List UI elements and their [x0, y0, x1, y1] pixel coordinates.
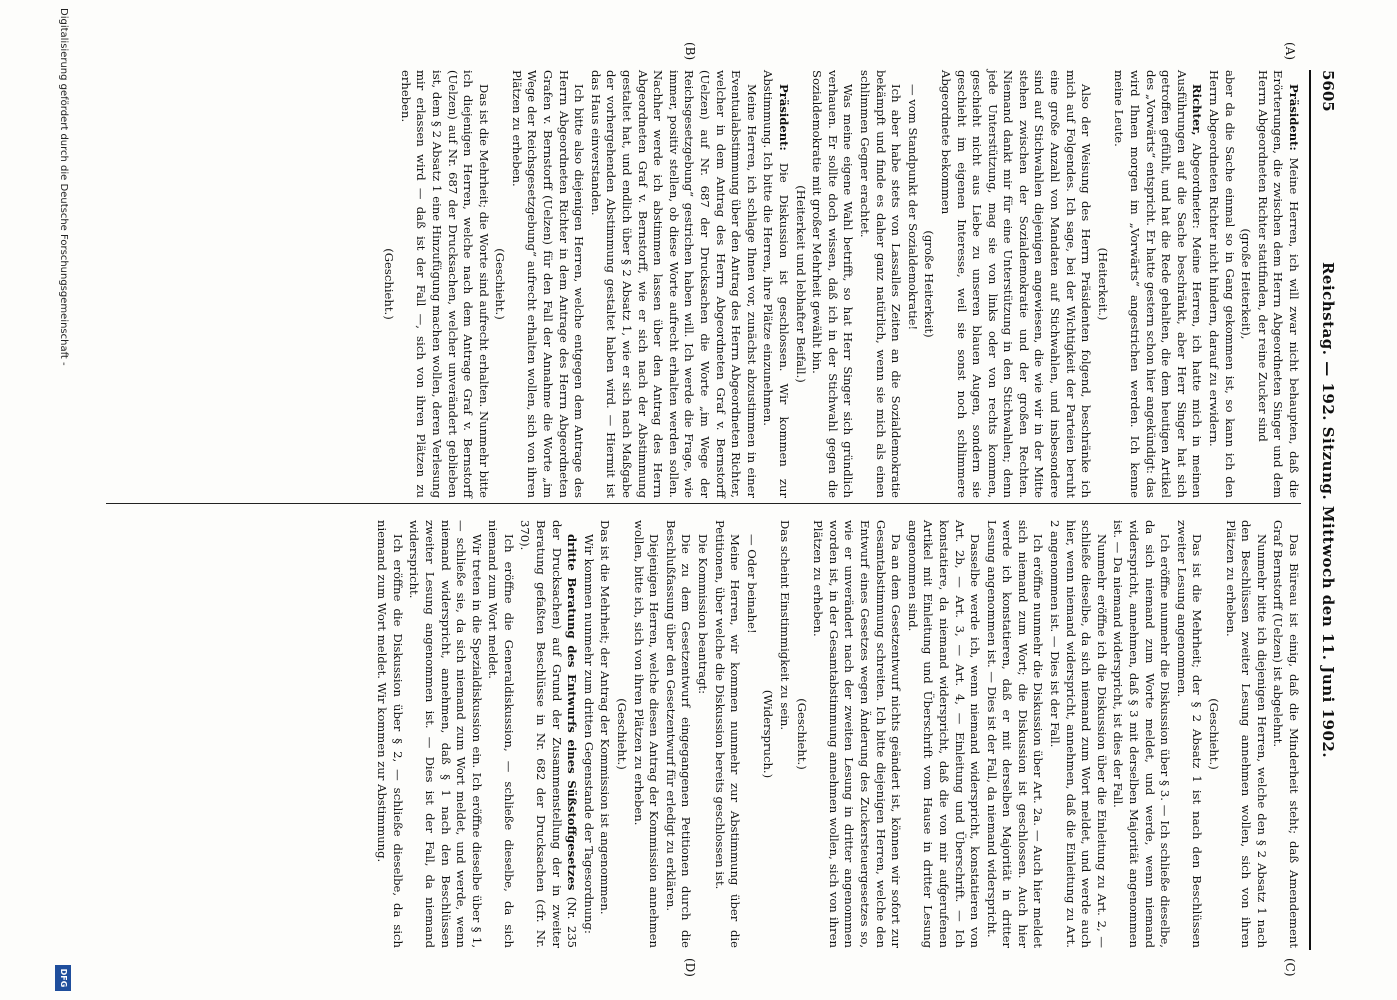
- paragraph: Ich eröffne die Generaldiskussion, — schließe dieselbe, da sich niemand zum Wort meldet.: [486, 520, 516, 948]
- paragraph: Nunmehr eröffne ich die Diskussion über die Einleitung zu Art. 2, — schließe dieselbe, da sich niemand zum Wort meldet, und werde auch hier, wenn niemand widerspricht, annehmen, daß die Einleitung zu Art. 2 angenommen ist. — Dies ist der Fall.: [1048, 520, 1109, 948]
- paragraph: Ich aber habe stets von Lassalles Zeiten an die Sozialdemokratie bekämpft und finde es daher ganz natürlich, wenn sie mich als einen schlimmen Gegner erachtet.: [857, 70, 904, 498]
- paragraph: Die Kommission beantragt:: [696, 534, 711, 695]
- paragraph: Wir kommen nunmehr zum dritten Gegenstande der Tagesordnung:: [581, 534, 596, 934]
- paragraph: Nunmehr bitte ich diejenigen Herren, welche den § 2 Absatz 1 nach den Beschlüssen zweiter Lesung annehmen wollen, sich von ihren Plätzen zu erheben.: [1223, 520, 1269, 948]
- paragraph: Dasselbe werde ich, wenn niemand widerspricht, konstatieren von Art. 2b, — Art. 3, — Art. 4, — Einleitung und Überschrift. — Ich konstatiere, da niemand widerspricht, daß die von mir aufgerufenen Artikel mit Einleitung und Überschrift vom Hause in dritter Lesung angenommen sind.: [905, 520, 983, 948]
- paragraph: Meine Herren, wir kommen nunmehr zur Abstimmung über die Petitionen, über welche die Diskussion bereits geschlossen ist.: [712, 520, 743, 948]
- paragraph: Das scheint Einstimmigkeit zu sein.: [778, 520, 792, 731]
- speaker-name: Präsident:: [777, 84, 791, 151]
- stage-direction: (Geschieht.): [382, 248, 397, 320]
- dfg-logo: DFG: [55, 965, 71, 991]
- paragraph: Ich eröffne die Diskussion über § 2, — schließe dieselbe, da sich niemand zum Wort meldet. Wir kommen zur Abstimmung.: [375, 520, 405, 948]
- paragraph: Ich eröffne nunmehr die Diskussion über § 3. — Ich schließe dieselbe, da sich niemand zum Worte meldet, und werde, wenn niemand widerspricht, annehmen, daß § 3 mit derselben Majorität angenommen ist. — Da niemand widerspricht, ist dies der Fall.: [1111, 520, 1173, 948]
- paragraph: — vom Standpunkt der Sozialdemokratie!: [905, 84, 920, 331]
- speaker-name: Präsident:: [1287, 84, 1301, 151]
- paragraph: Die zu dem Gesetzentwurf eingegangenen Petitionen durch die Beschlußfassung über den Gesetzentwurf für erledigt zu erklären.: [663, 520, 694, 948]
- header-title: Reichstag. — 192. Sitzung. Mittwoch den 11. Juni 1902.: [1319, 261, 1337, 759]
- paragraph: Präsident: Die Diskussion ist geschlossen. Wir kommen zur Abstimmung. Ich bitte die Herren, ihre Plätze einzunehmen.: [761, 70, 791, 498]
- page-header: [1311, 70, 1337, 950]
- stage-direction: (Heiterkeit.): [1095, 247, 1110, 321]
- paragraph: Das ist die Mehrheit; der § 2 Absatz 1 ist nach den Beschlüssen zweiter Lesung angenommen.: [1174, 520, 1205, 948]
- paragraph: Was meine eigene Wahl betrifft, so hat Herr Singer sich gründlich verhauen. Er sollte doch wissen, daß ich in der Stichwahl gegen die Sozialdemokratie mit großer Mehrheit gewählt bin.: [810, 70, 856, 498]
- paragraph: aber da die Sache einmal so in Gang gekommen ist, so kann ich den Herrn Abgeordneten Richter nicht hindern, darauf zu erwidern.: [1207, 70, 1237, 498]
- speaker-name: Richter,: [1190, 84, 1205, 136]
- paragraph: Da an dem Gesetzentwurf nichts geändert ist, können wir sofort zur Gesamtabstimmung schreiten. Ich bitte diejenigen Herren, welche den Entwurf eines Gesetzes wegen Änderung des Zuckersteuergesetzes so, wie er unverändert nach der zweiten Lesung in dritter angenommen worden ist, in der Gesamtabstimmung annehmen wollen, sich von ihren Plätzen zu erheben.: [811, 520, 904, 948]
- footer-credit-text: Digitalisierung gefördert durch die Deutsche Forschungsgemeinschaft -: [58, 8, 69, 366]
- stage-direction: (große Heiterkeit),: [1239, 228, 1254, 340]
- page-number: 5605: [1319, 70, 1337, 112]
- paragraph: Ich eröffne nunmehr die Diskussion über Art. 2a. — Auch hier meldet sich niemand zum Wort; die Diskussion ist geschlossen. Auch hier werde ich konstatieren, daß er mit derselben Majorität in dritter Lesung angenommen ist. — Dies ist der Fall, da niemand widerspricht.: [984, 520, 1046, 948]
- stage-direction: (Geschieht.): [1207, 698, 1222, 770]
- paragraph: Also der Weisung des Herrn Präsidenten folgend, beschränke ich mich auf Folgendes. Ich sage, bei der Wichtigkeit der Parteien beruht eine große Anzahl von Mandaten auf Stichwahlen, und insbesondere sind auf Stichwahlen diejenigen angewiesen, die wie wir in der Mitte stehen zwischen der Sozialdemokratie und der großen Rechten. Niemand dankt mir für eine Unterstützung in den Stichwahlen; denn jede Unterstützung, mag sie von links oder von rechts kommen, geschieht nicht aus Liebe zu unseren blauen Augen, sondern sie geschieht im eigenen Interesse, weil sie sonst noch schlimmere Abgeordnete bekommen: [938, 70, 1094, 498]
- paragraph: Präsident: Meine Herren, ich will zwar nicht behaupten, daß die Erörterungen, die zwischen dem Herrn Abgeordneten Singer und dem Herrn Abgeordneten Richter stattfinden, der reine Zucker sind: [1255, 70, 1301, 499]
- stage-direction: (Geschieht.): [615, 698, 630, 770]
- paragraph: Diejenigen Herren, welche diesen Antrag der Kommission annehmen wollen, bitte ich, sich von ihren Plätzen zu erheben.: [631, 520, 662, 948]
- right-column: [373, 520, 1301, 948]
- paragraph: Das ist die Mehrheit; der Antrag der Kommission ist angenommen.: [598, 520, 613, 915]
- header-rule: [1309, 70, 1311, 950]
- paragraph: Meine Herren, ich schlage Ihnen vor, zunächst abzustimmen in einer Eventualabstimmung über den Antrag des Herrn Abgeordneten Richter, welcher in dem Antrag des Herrn Abgeordneten Graf v. Bernstorff (Uelzen) auf Nr. 687 der Drucksachen die Worte „im Wege der Reichsgesetzgebung“ gestrichen haben will. Ich werde die Frage, wie immer, positiv stellen, ob diese Worte aufrecht erhalten werden sollen. Nachher werde ich abstimmen lassen über den Antrag des Herrn Abgeordneten Graf v. Bernstorff, wie er sich nach der Abstimmung gestaltet hat, und endlich über § 2 Absatz 1, wie er sich nach Maßgabe der vorhergehenden Abstimmung gestaltet haben wird. — Hiermit ist das Haus einverstanden.: [588, 70, 759, 498]
- margin-marker-b: (B): [683, 42, 697, 61]
- stage-direction: (Widerspruch.): [761, 689, 776, 779]
- footer-credit: [47, 0, 73, 1000]
- column-divider: [106, 503, 1301, 504]
- paragraph: — Oder beinahe!: [744, 534, 759, 634]
- margin-marker-a: (A): [1283, 42, 1297, 61]
- stage-direction: (Heiterkeit und lebhafter Beifall.): [793, 185, 808, 383]
- agenda-item-title: dritte Beratung des Entwurfs eines Süßstoffgesetzes: [565, 534, 580, 891]
- stage-direction: (Geschieht.): [794, 698, 809, 770]
- margin-marker-d: (D): [683, 958, 697, 977]
- paragraph: Das Büreau ist einig, daß die Minderheit steht; daß Amendement Graf Bernstorff (Uelzen) ist abgelehnt.: [1271, 520, 1301, 948]
- stage-direction: (große Heiterkeit): [922, 230, 937, 338]
- paragraph: dritte Beratung des Entwurfs eines Süßstoffgesetzes (Nr. 235 der Drucksachen) auf Grund der Zusammenstellung der in zweiter Beratung gefaßten Beschlüsse in Nr. 682 der Drucksachen (cfr. Nr. 370).: [518, 520, 580, 948]
- left-column: [380, 70, 1301, 498]
- paragraph: Ich bitte also diejenigen Herren, welche entgegen dem Antrage des Herrn Abgeordneten Richter in dem Antrage des Herrn Abgeordneten Grafen v. Bernstorff (Uelzen) für den Fall der Annahme die Worte „im Wege der Reichsgesetzgebung“ aufrecht erhalten wollen, sich von ihren Plätzen zu erheben.: [509, 70, 587, 498]
- paragraph: Wir treten in die Spezialdiskussion ein. Ich eröffne dieselbe über § 1, — schließe sie, da sich niemand zum Wort meldet, und werde, wenn niemand widerspricht, annehmen, daß § 1 nach den Beschlüssen zweiter Lesung angenommen ist. — Dies ist der Fall, da niemand widerspricht.: [407, 520, 484, 948]
- paragraph: Das ist die Mehrheit; die Worte sind aufrecht erhalten. Nunmehr bitte ich diejenigen Herren, welche nach dem Antrage Graf v. Bernstorff (Uelzen) auf Nr. 687 der Drucksachen, welcher unverändert geblieben ist, dem § 2 Absatz 1 eine Hinzufügung machen wollen, deren Verlesung mir erlassen wird — daß ist der Fall —, sich von ihren Plätzen zu erheben.: [398, 70, 491, 498]
- paragraph: Richter, Abgeordneter: Meine Herren, ich hatte mich in meinen Ausführungen auf die Sache beschränkt, aber Herr Singer hat sich getroffen gefühlt, und hat die Rede gehalten, die dem heutigen Artikel des „Vorwärts“ entspricht. Er hatte gestern schon hier angekündigt: das wird Ihnen morgen im „Vorwärts“ angestrichen werden. Ich kenne meine Leute.: [1112, 70, 1205, 498]
- stage-direction: (Geschieht.): [493, 248, 508, 320]
- margin-marker-c: (C): [1283, 958, 1297, 977]
